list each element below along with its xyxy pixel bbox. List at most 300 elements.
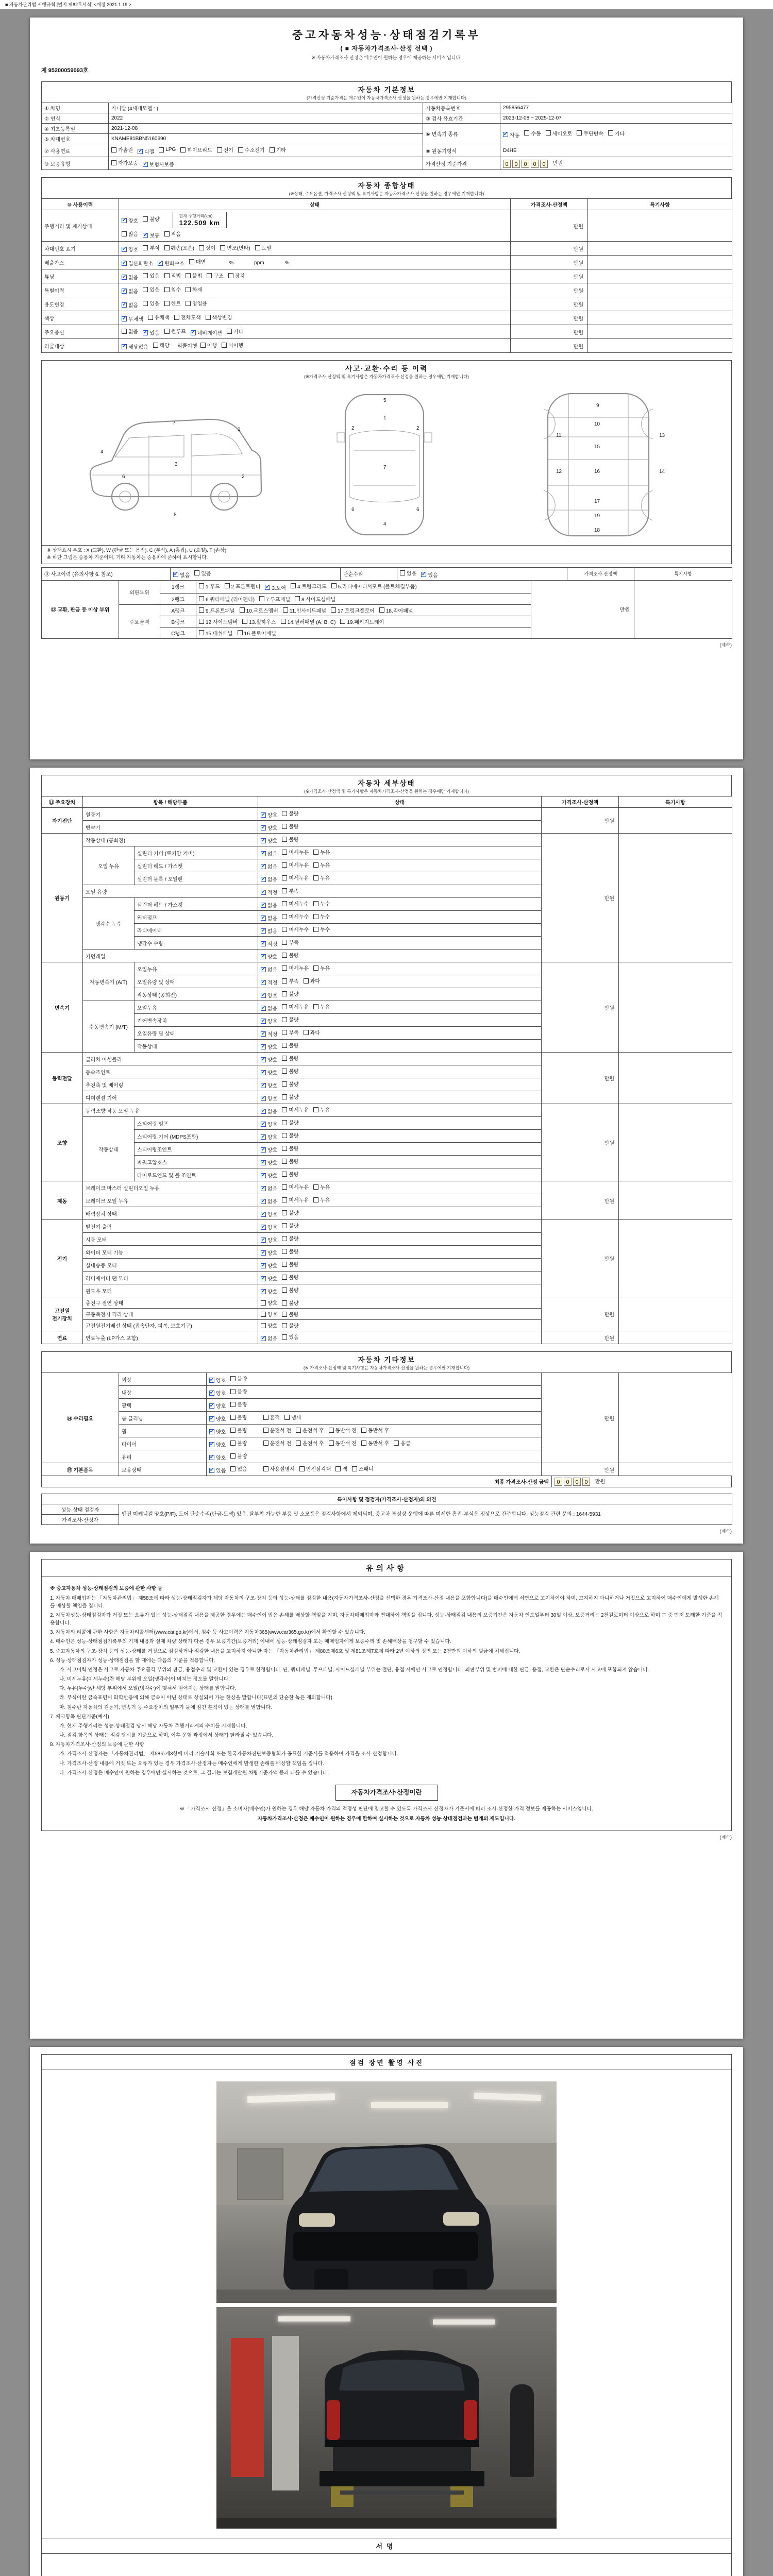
check-option[interactable] xyxy=(261,901,277,909)
checkbox[interactable] xyxy=(295,596,300,601)
check-option[interactable] xyxy=(261,1043,277,1050)
checkbox[interactable]: ✔ xyxy=(261,1095,266,1101)
check-option[interactable] xyxy=(282,1222,298,1229)
check-option[interactable] xyxy=(261,1275,277,1282)
checkbox[interactable]: ✔ xyxy=(122,343,127,349)
check-option[interactable] xyxy=(313,861,330,869)
check-option[interactable] xyxy=(261,1107,277,1115)
check-option[interactable] xyxy=(180,146,212,154)
check-option[interactable] xyxy=(230,1465,247,1472)
check-option[interactable] xyxy=(261,888,277,896)
checkbox[interactable] xyxy=(225,583,230,588)
check-option[interactable] xyxy=(143,285,159,293)
check-option[interactable] xyxy=(261,953,277,960)
checkbox[interactable] xyxy=(282,927,287,932)
check-option[interactable] xyxy=(159,147,176,152)
check-option[interactable] xyxy=(206,313,232,321)
checkbox[interactable] xyxy=(331,583,337,588)
check-option[interactable] xyxy=(329,1439,357,1447)
checkbox[interactable]: ✔ xyxy=(261,1133,266,1140)
check-option[interactable] xyxy=(143,160,174,168)
check-option[interactable] xyxy=(230,1400,247,1408)
checkbox[interactable] xyxy=(199,630,204,635)
check-option[interactable] xyxy=(263,1465,295,1472)
check-option[interactable] xyxy=(282,1015,298,1023)
check-option[interactable] xyxy=(299,1465,331,1472)
checkbox[interactable] xyxy=(282,1159,287,1164)
checkbox[interactable] xyxy=(238,147,243,152)
checkbox[interactable] xyxy=(122,329,127,334)
checkbox[interactable] xyxy=(143,216,148,222)
checkbox[interactable] xyxy=(282,888,287,893)
checkbox[interactable] xyxy=(282,1323,287,1328)
check-option[interactable] xyxy=(270,146,286,154)
check-option[interactable] xyxy=(261,1223,277,1231)
check-option[interactable] xyxy=(209,1453,226,1461)
check-option[interactable] xyxy=(296,1426,324,1434)
checkbox[interactable] xyxy=(164,329,170,334)
check-option[interactable] xyxy=(122,273,138,281)
checkbox[interactable]: ✔ xyxy=(261,1185,266,1191)
checkbox[interactable] xyxy=(199,619,204,624)
checkbox[interactable] xyxy=(313,914,318,919)
check-option[interactable] xyxy=(261,1262,277,1269)
check-option[interactable] xyxy=(291,582,327,590)
check-option[interactable] xyxy=(122,287,138,295)
checkbox[interactable] xyxy=(282,1184,287,1190)
checkbox[interactable] xyxy=(282,1146,287,1151)
check-option[interactable] xyxy=(400,569,416,577)
check-option[interactable] xyxy=(340,618,384,625)
checkbox[interactable] xyxy=(284,1415,290,1420)
checkbox[interactable] xyxy=(282,862,287,868)
checkbox[interactable]: ✔ xyxy=(261,927,266,934)
checkbox[interactable]: ✔ xyxy=(261,863,266,869)
check-option[interactable] xyxy=(503,131,519,139)
check-option[interactable] xyxy=(261,1159,277,1166)
check-option[interactable] xyxy=(122,259,153,267)
checkbox[interactable]: ✔ xyxy=(261,1172,266,1178)
checkbox[interactable] xyxy=(189,259,194,264)
check-option[interactable] xyxy=(304,1028,320,1036)
checkbox[interactable] xyxy=(230,1402,236,1407)
checkbox[interactable] xyxy=(143,245,148,250)
check-option[interactable] xyxy=(281,618,336,625)
check-option[interactable] xyxy=(282,938,298,946)
check-option[interactable] xyxy=(282,1247,298,1255)
check-option[interactable] xyxy=(186,299,207,307)
checkbox[interactable] xyxy=(282,1133,287,1138)
check-option[interactable] xyxy=(284,1413,301,1421)
check-option[interactable] xyxy=(230,1452,247,1460)
check-option[interactable] xyxy=(282,835,298,843)
check-option[interactable] xyxy=(313,1106,330,1113)
checkbox[interactable] xyxy=(263,1440,268,1446)
checkbox[interactable] xyxy=(228,273,233,278)
checkbox[interactable] xyxy=(261,1300,266,1306)
check-option[interactable] xyxy=(238,146,265,154)
check-option[interactable] xyxy=(261,927,277,935)
checkbox[interactable] xyxy=(207,273,212,278)
checkbox[interactable] xyxy=(227,329,232,334)
checkbox[interactable] xyxy=(335,1466,341,1471)
checkbox[interactable] xyxy=(313,875,318,880)
checkbox[interactable]: ✔ xyxy=(138,148,143,154)
check-option[interactable] xyxy=(296,1439,324,1447)
check-option[interactable] xyxy=(200,341,217,349)
check-option[interactable] xyxy=(282,977,298,985)
check-option[interactable] xyxy=(379,606,413,614)
check-option[interactable] xyxy=(282,912,309,920)
checkbox[interactable]: ✔ xyxy=(261,1335,266,1341)
checkbox[interactable]: ✔ xyxy=(261,1236,266,1243)
checkbox[interactable]: ✔ xyxy=(261,1056,266,1062)
check-option[interactable] xyxy=(209,1466,226,1474)
check-option[interactable] xyxy=(282,1041,298,1049)
checkbox[interactable] xyxy=(282,991,287,996)
checkbox[interactable] xyxy=(577,130,582,135)
checkbox[interactable] xyxy=(282,850,287,855)
check-option[interactable] xyxy=(261,837,277,844)
checkbox[interactable] xyxy=(220,245,225,250)
checkbox[interactable] xyxy=(304,1030,309,1035)
checkbox[interactable] xyxy=(186,273,191,278)
checkbox[interactable] xyxy=(164,245,170,250)
checkbox[interactable]: ✔ xyxy=(261,811,266,818)
check-option[interactable] xyxy=(313,1183,330,1191)
check-option[interactable] xyxy=(282,1131,298,1139)
check-option[interactable] xyxy=(143,244,159,251)
check-option[interactable] xyxy=(122,301,138,309)
check-option[interactable] xyxy=(352,1465,374,1472)
checkbox[interactable] xyxy=(282,1030,287,1035)
check-option[interactable] xyxy=(242,618,276,625)
checkbox[interactable] xyxy=(394,1440,399,1446)
checkbox[interactable]: ✔ xyxy=(209,1377,214,1383)
check-option[interactable] xyxy=(261,1056,277,1063)
checkbox[interactable]: ✔ xyxy=(122,315,127,321)
checkbox[interactable] xyxy=(230,1415,236,1420)
checkbox[interactable] xyxy=(164,231,170,236)
checkbox[interactable]: ✔ xyxy=(261,966,266,972)
check-option[interactable] xyxy=(122,245,138,253)
checkbox[interactable] xyxy=(546,130,551,135)
checkbox[interactable] xyxy=(263,1428,268,1433)
checkbox[interactable] xyxy=(164,301,170,306)
checkbox[interactable] xyxy=(283,607,288,613)
check-option[interactable] xyxy=(230,1413,247,1421)
checkbox[interactable] xyxy=(242,619,247,624)
check-option[interactable] xyxy=(421,571,438,579)
check-option[interactable] xyxy=(138,147,154,155)
check-option[interactable] xyxy=(361,1439,389,1447)
checkbox[interactable] xyxy=(122,231,127,236)
check-option[interactable] xyxy=(282,951,298,959)
checkbox[interactable] xyxy=(199,607,204,613)
checkbox[interactable] xyxy=(281,619,286,624)
checkbox[interactable]: ✔ xyxy=(261,1082,266,1088)
checkbox[interactable] xyxy=(230,1389,236,1394)
checkbox[interactable] xyxy=(230,1466,236,1471)
check-option[interactable] xyxy=(282,1196,309,1204)
check-option[interactable] xyxy=(265,584,286,591)
check-option[interactable] xyxy=(331,606,375,614)
check-option[interactable] xyxy=(143,299,159,307)
check-option[interactable] xyxy=(261,1004,277,1012)
checkbox[interactable] xyxy=(282,1081,287,1087)
check-option[interactable] xyxy=(313,912,330,920)
check-option[interactable] xyxy=(282,1170,298,1178)
check-option[interactable] xyxy=(186,272,202,279)
check-option[interactable] xyxy=(313,925,330,933)
check-option[interactable] xyxy=(282,1106,309,1113)
checkbox[interactable] xyxy=(361,1428,366,1433)
check-option[interactable] xyxy=(261,811,277,819)
check-option[interactable] xyxy=(209,1415,226,1422)
check-option[interactable] xyxy=(164,327,186,335)
check-option[interactable] xyxy=(282,1299,298,1307)
checkbox[interactable] xyxy=(282,1069,287,1074)
checkbox[interactable] xyxy=(282,1004,287,1009)
checkbox[interactable] xyxy=(282,1334,287,1340)
checkbox[interactable]: ✔ xyxy=(261,1005,266,1011)
checkbox[interactable]: ✔ xyxy=(209,1389,214,1396)
checkbox[interactable] xyxy=(282,1056,287,1061)
check-option[interactable] xyxy=(524,129,541,137)
check-option[interactable] xyxy=(282,1209,298,1216)
checkbox[interactable] xyxy=(282,1197,287,1202)
check-option[interactable] xyxy=(111,159,138,166)
check-option[interactable] xyxy=(295,595,335,603)
checkbox[interactable] xyxy=(352,1466,357,1471)
check-option[interactable] xyxy=(261,1120,277,1128)
checkbox[interactable]: ✔ xyxy=(261,1069,266,1075)
checkbox[interactable] xyxy=(230,1453,236,1459)
checkbox[interactable]: ✔ xyxy=(261,1224,266,1230)
checkbox[interactable] xyxy=(282,1210,287,1215)
check-option[interactable] xyxy=(158,259,184,267)
check-option[interactable] xyxy=(261,1321,277,1329)
check-option[interactable] xyxy=(261,862,277,870)
checkbox[interactable] xyxy=(143,301,148,306)
check-option[interactable] xyxy=(261,875,277,883)
checkbox[interactable] xyxy=(261,1323,266,1328)
checkbox[interactable]: ✔ xyxy=(122,287,127,294)
checkbox[interactable] xyxy=(222,343,227,348)
checkbox[interactable] xyxy=(282,1094,287,1099)
checkbox[interactable]: ✔ xyxy=(261,1121,266,1127)
check-option[interactable] xyxy=(313,1196,330,1204)
checkbox[interactable] xyxy=(313,965,318,971)
checkbox[interactable] xyxy=(331,607,336,613)
checkbox[interactable]: ✔ xyxy=(261,902,266,908)
checkbox[interactable] xyxy=(304,978,309,984)
checkbox[interactable]: ✔ xyxy=(261,1211,266,1217)
check-option[interactable] xyxy=(608,129,625,137)
check-option[interactable] xyxy=(225,582,261,590)
checkbox[interactable] xyxy=(194,570,199,575)
checkbox[interactable] xyxy=(282,978,287,984)
checkbox[interactable] xyxy=(282,875,287,880)
check-option[interactable] xyxy=(199,629,233,637)
checkbox[interactable]: ✔ xyxy=(122,217,127,223)
check-option[interactable] xyxy=(282,1067,298,1075)
checkbox[interactable]: ✔ xyxy=(173,571,178,577)
checkbox[interactable] xyxy=(299,1466,305,1471)
checkbox[interactable]: ✔ xyxy=(422,571,426,577)
checkbox[interactable] xyxy=(199,583,204,588)
check-option[interactable] xyxy=(261,1236,277,1244)
check-option[interactable] xyxy=(282,1286,298,1294)
check-option[interactable] xyxy=(186,285,202,293)
check-option[interactable] xyxy=(261,824,277,832)
checkbox[interactable]: ✔ xyxy=(261,1249,266,1256)
check-option[interactable] xyxy=(148,313,170,321)
checkbox[interactable] xyxy=(230,1428,236,1433)
checkbox[interactable] xyxy=(400,570,405,575)
check-option[interactable] xyxy=(164,272,181,279)
checkbox[interactable] xyxy=(313,1197,318,1202)
checkbox[interactable]: ✔ xyxy=(261,850,266,856)
checkbox[interactable] xyxy=(240,607,245,613)
check-option[interactable] xyxy=(199,244,215,251)
check-option[interactable] xyxy=(282,1157,298,1165)
check-option[interactable] xyxy=(199,606,235,614)
checkbox[interactable]: ✔ xyxy=(122,246,127,252)
checkbox[interactable] xyxy=(313,850,318,855)
check-option[interactable] xyxy=(282,887,298,894)
checkbox[interactable]: ✔ xyxy=(261,1030,266,1037)
check-option[interactable] xyxy=(313,964,330,972)
check-option[interactable] xyxy=(261,1172,277,1179)
checkbox[interactable] xyxy=(313,1184,318,1190)
checkbox[interactable]: ✔ xyxy=(261,953,266,959)
checkbox[interactable] xyxy=(186,301,191,306)
checkbox[interactable]: ✔ xyxy=(261,1198,266,1204)
check-option[interactable] xyxy=(199,582,220,590)
checkbox[interactable] xyxy=(282,824,287,829)
checkbox[interactable] xyxy=(180,147,186,152)
checkbox[interactable]: ✔ xyxy=(143,161,147,167)
checkbox[interactable] xyxy=(230,1440,236,1446)
check-option[interactable] xyxy=(122,216,138,224)
check-option[interactable] xyxy=(189,258,206,265)
check-option[interactable] xyxy=(263,1426,291,1434)
checkbox[interactable] xyxy=(164,273,170,278)
check-option[interactable] xyxy=(164,285,181,293)
checkbox[interactable] xyxy=(282,1249,287,1254)
checkbox[interactable] xyxy=(282,1287,287,1293)
check-option[interactable] xyxy=(282,1333,298,1341)
check-option[interactable] xyxy=(361,1426,389,1434)
checkbox[interactable] xyxy=(282,914,287,919)
check-option[interactable] xyxy=(261,965,277,973)
checkbox[interactable] xyxy=(282,1223,287,1228)
checkbox[interactable]: ✔ xyxy=(265,584,270,590)
checkbox[interactable]: ✔ xyxy=(143,232,148,238)
checkbox[interactable] xyxy=(296,1440,301,1446)
checkbox[interactable]: ✔ xyxy=(261,837,266,843)
checkbox[interactable]: ✔ xyxy=(209,1428,214,1434)
checkbox[interactable] xyxy=(282,1236,287,1241)
checkbox[interactable] xyxy=(329,1428,334,1433)
check-option[interactable] xyxy=(329,1426,357,1434)
check-option[interactable] xyxy=(240,606,278,614)
check-option[interactable] xyxy=(282,1321,298,1329)
checkbox[interactable]: ✔ xyxy=(261,992,266,998)
checkbox[interactable] xyxy=(270,147,275,152)
check-option[interactable] xyxy=(173,571,190,579)
check-option[interactable] xyxy=(143,215,159,223)
checkbox[interactable] xyxy=(282,1275,287,1280)
checkbox[interactable]: ✔ xyxy=(261,1146,266,1153)
check-option[interactable] xyxy=(191,329,222,336)
check-option[interactable] xyxy=(261,1069,277,1076)
checkbox[interactable] xyxy=(206,315,211,320)
checkbox[interactable] xyxy=(282,1043,287,1048)
check-option[interactable] xyxy=(164,230,181,238)
checkbox[interactable]: ✔ xyxy=(261,1262,266,1268)
check-option[interactable] xyxy=(261,1310,277,1318)
check-option[interactable] xyxy=(164,299,181,307)
check-option[interactable] xyxy=(194,569,211,577)
checkbox[interactable] xyxy=(282,1017,287,1022)
check-option[interactable] xyxy=(199,618,238,625)
checkbox[interactable] xyxy=(282,965,287,971)
check-option[interactable] xyxy=(199,595,255,603)
checkbox[interactable] xyxy=(313,1004,318,1009)
check-option[interactable] xyxy=(153,341,170,349)
check-option[interactable] xyxy=(282,1093,298,1100)
check-option[interactable] xyxy=(174,313,201,321)
checkbox[interactable]: ✔ xyxy=(503,131,508,137)
check-option[interactable] xyxy=(261,914,277,922)
check-option[interactable] xyxy=(261,850,277,857)
check-option[interactable] xyxy=(255,244,272,251)
check-option[interactable] xyxy=(282,874,309,882)
check-option[interactable] xyxy=(228,272,245,279)
checkbox[interactable]: ✔ xyxy=(191,329,195,335)
checkbox[interactable] xyxy=(524,130,529,135)
check-option[interactable] xyxy=(313,874,330,882)
check-option[interactable] xyxy=(209,1376,226,1384)
check-option[interactable] xyxy=(546,129,573,137)
checkbox[interactable] xyxy=(263,1415,268,1420)
check-option[interactable] xyxy=(282,1054,298,1062)
check-option[interactable] xyxy=(577,129,603,137)
check-option[interactable] xyxy=(143,272,159,279)
checkbox[interactable] xyxy=(329,1440,334,1446)
check-option[interactable] xyxy=(259,595,290,603)
checkbox[interactable]: ✔ xyxy=(209,1441,214,1447)
check-option[interactable] xyxy=(261,1081,277,1089)
checkbox[interactable] xyxy=(148,315,153,320)
checkbox[interactable]: ✔ xyxy=(261,914,266,921)
checkbox[interactable] xyxy=(361,1440,366,1446)
check-option[interactable] xyxy=(283,606,326,614)
check-option[interactable] xyxy=(282,1234,298,1242)
check-option[interactable] xyxy=(282,1144,298,1152)
checkbox[interactable]: ✔ xyxy=(143,329,148,335)
checkbox[interactable]: ✔ xyxy=(261,979,266,985)
checkbox[interactable] xyxy=(282,1312,287,1317)
check-option[interactable] xyxy=(261,1197,277,1205)
check-option[interactable] xyxy=(282,1260,298,1268)
check-option[interactable] xyxy=(282,1118,298,1126)
check-option[interactable] xyxy=(261,978,277,986)
check-option[interactable] xyxy=(209,1440,226,1448)
check-option[interactable] xyxy=(282,848,309,856)
